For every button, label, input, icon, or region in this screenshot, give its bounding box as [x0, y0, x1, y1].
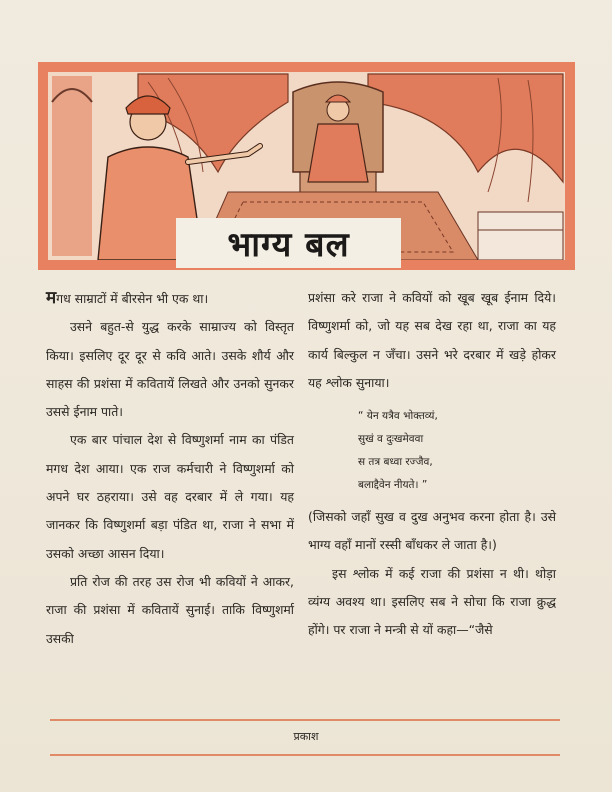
paragraph-3: एक बार पांचाल देश से विष्णुशर्मा नाम का पंडित मगध देश आया। एक राज कर्मचारी ने विष्णुशर्मा को अपने घर ठहराया। उसे वह दरबार में ले गया। यह जानकर कि विष्णुशर्मा बड़ा पंडित था, राजा ने सभा में उसको अच्छा आसन दिया।: [46, 432, 294, 561]
verse-line: बलाद्दैवेन नीयते। ”: [358, 479, 428, 492]
left-column: [46, 284, 294, 653]
right-column: [308, 284, 556, 645]
verse-line: स तत्र बध्वा रज्जैव,: [358, 456, 433, 469]
footer-rule-top: [50, 719, 560, 721]
paragraph-text: गध साम्राटों में बीरसेन भी एक था।: [56, 291, 209, 306]
story-title: भाग्य बल: [176, 218, 401, 268]
verse-line: सुखं व दुःखमेववा: [358, 433, 424, 446]
footer-label: प्रकाश: [293, 730, 319, 743]
paragraph-5: प्रशंसा करे राजा ने कवियों को खूब खूब ईनाम दिये। विष्णुशर्मा को, जो यह सब देख रहा था, राजा का यह कार्य बिल्कुल न जँचा। उसने भरे दरबार में खड़े होकर यह श्लोक सुनाया।: [308, 290, 556, 390]
footer-rule-bottom: [50, 754, 560, 756]
paragraph-2: उसने बहुत-से युद्ध करके साम्राज्य को विस्तृत किया। इसलिए दूर दूर से कवि आते। उसके शौर्य और साहस की प्रशंसा में कवितायें लिखते और उनको सुनकर उससे ईनाम पाते।: [46, 319, 294, 420]
verse-line: “ येन यत्रैव भोक्तव्यं,: [358, 410, 438, 423]
paragraph-7: इस श्लोक में कई राजा की प्रशंसा न थी। थोड़ा व्यंग्य अवश्य था। इसलिए सब ने सोचा कि राजा क्रुद्ध होंगे। पर राजा ने मन्त्री से यों कहा—“जैसे: [308, 565, 556, 638]
sanskrit-verse: [358, 405, 556, 497]
paragraph-4: प्रति रोज की तरह उस रोज भी कवियों ने आकर, राजा की प्रशंसा में कवितायें सुनाई। ताकि विष्णुशर्मा उसकी: [46, 573, 294, 646]
drop-cap: म: [46, 288, 57, 308]
paragraph-6: (जिसको जहाँ सुख व दुख अनुभव करना होता है। उसे भाग्य वहाँ मानों रस्सी बाँधकर ले जाता है।): [308, 509, 556, 553]
paragraph-1: [46, 284, 294, 313]
